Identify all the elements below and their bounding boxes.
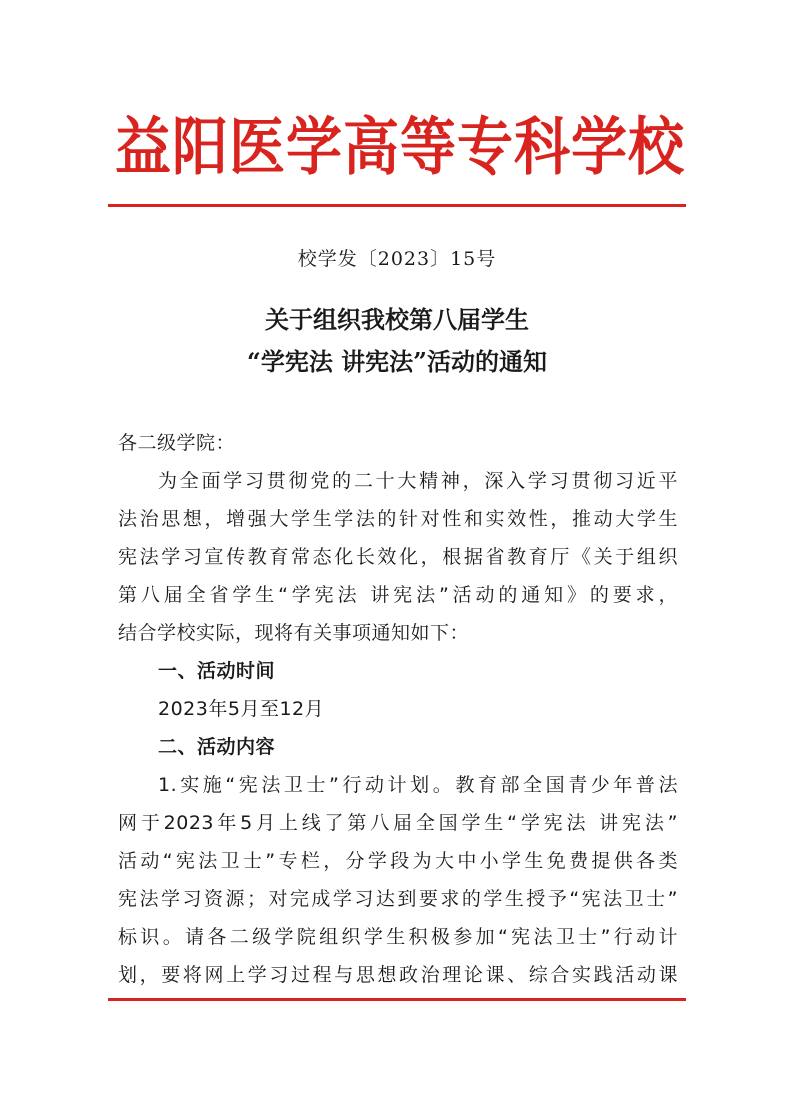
section-heading-activity-content: 二、活动内容 — [158, 736, 276, 758]
institution-masthead: 益阳医学高等专科学校 — [115, 110, 685, 184]
salutation: 各二级学院： — [118, 432, 236, 454]
intro-line: 第八届全省学生“学宪法 讲宪法”活动的通知》的要求， — [118, 584, 678, 606]
red-divider-top — [108, 204, 686, 207]
section-heading-activity-time: 一、活动时间 — [158, 660, 276, 682]
intro-line: 法治思想，增强大学生学法的针对性和实效性，推动大学生 — [118, 508, 678, 530]
intro-line: 宪法学习宣传教育常态化长效化，根据省教育厅《关于组织 — [118, 546, 678, 568]
item1-line: 活动“宪法卫士”专栏，分学段为大中小学生免费提供各类 — [118, 850, 678, 872]
activity-time-text: 2023年5月至12月 — [158, 698, 325, 720]
item1-line: 划，要将网上学习过程与思想政治理论课、综合实践活动课 — [118, 964, 678, 986]
intro-line: 结合学校实际，现将有关事项通知如下： — [118, 622, 470, 644]
item1-line: 宪法学习资源；对完成学习达到要求的学生授予“宪法卫士” — [118, 888, 678, 910]
notice-title-line-2: “学宪法 讲宪法”活动的通知 — [247, 347, 547, 376]
red-divider-bottom — [108, 998, 686, 1001]
notice-title-line-1: 关于组织我校第八届学生 — [265, 305, 529, 334]
document-number: 校学发〔2023〕15号 — [297, 248, 497, 270]
item1-line: 网于2023年5月上线了第八届全国学生“学宪法 讲宪法” — [118, 812, 678, 834]
intro-line: 为全面学习贯彻党的二十大精神，深入学习贯彻习近平 — [158, 470, 678, 492]
item1-line: 1.实施“宪法卫士”行动计划。教育部全国青少年普法 — [158, 774, 678, 796]
item1-line: 标识。请各二级学院组织学生积极参加“宪法卫士”行动计 — [118, 926, 678, 948]
